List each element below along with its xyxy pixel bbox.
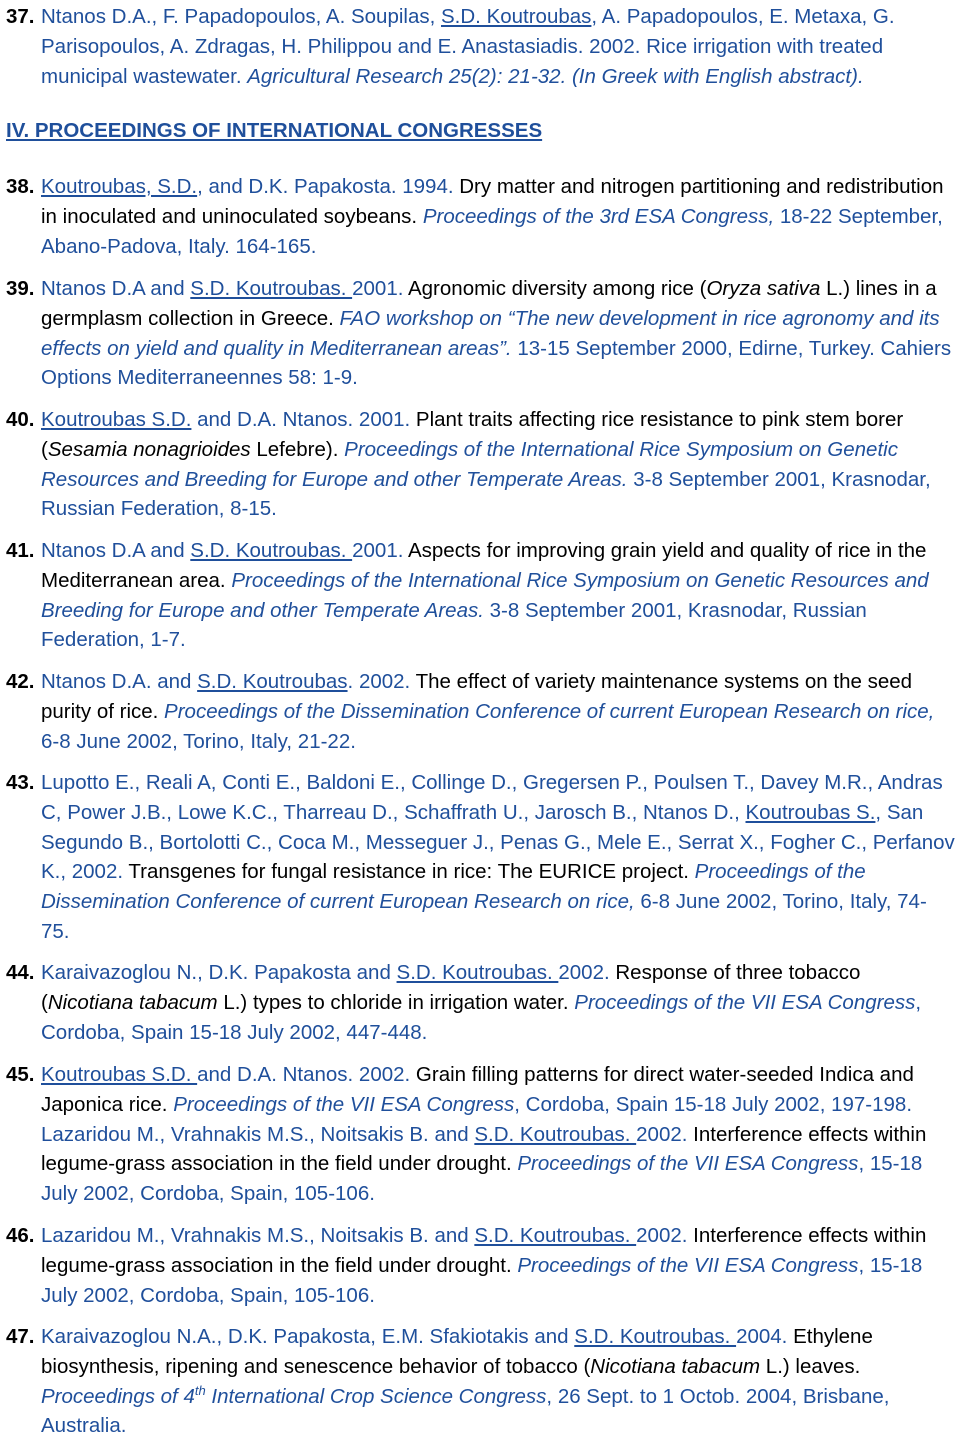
- author-highlight: S.D. Koutroubas: [197, 670, 348, 693]
- reference-44: [0, 958, 955, 1047]
- venue: 3-8 September 2001, Krasnodar, Russian Federation, 8-15.: [41, 467, 931, 521]
- species: Sesamia nonagrioides: [47, 437, 251, 461]
- reference-number: 45.: [6, 1063, 35, 1086]
- author-highlight: Koutroubas S.D.: [41, 408, 192, 431]
- proceedings: Proceedings of the VII ESA Congress: [517, 1253, 859, 1277]
- author-highlight: S.D. Koutroubas.: [474, 1224, 637, 1247]
- reference-41: [0, 536, 955, 655]
- reference-46: [0, 1221, 955, 1310]
- reference-number: 41.: [6, 539, 35, 562]
- proceedings: Proceedings of the 3rd ESA Congress,: [422, 204, 775, 228]
- authors: and D.A. Ntanos. 2002.: [197, 1063, 411, 1086]
- authors-2: Lazaridou M., Vrahnakis M.S., Noitsakis B. and: [41, 1122, 475, 1146]
- title: Plant traits affecting rice resistance to pink stem borer (: [41, 408, 904, 461]
- year: 2004.: [736, 1325, 788, 1348]
- venue: , 15-18 July 2002, Cordoba, Spain, 105-106.: [41, 1253, 923, 1307]
- proceedings-2: Proceedings of the VII ESA Congress: [517, 1152, 859, 1176]
- title-2: Interference effects within legume-grass association in the field under drought.: [41, 1122, 927, 1176]
- venue: 18-22 September, Abano-Padova, Italy. 164-165.: [41, 204, 943, 258]
- reference-number: 38.: [6, 175, 35, 198]
- venue: , Cordoba, Spain 15-18 July 2002, 447-448.: [41, 990, 922, 1044]
- year: 2001.: [352, 539, 404, 562]
- title: Response of three tobacco (: [41, 961, 861, 1014]
- superscript: th: [194, 1382, 206, 1398]
- venue: 6-8 June 2002, Torino, Italy, 21-22.: [41, 729, 356, 753]
- species: Nicotiana tabacum: [47, 990, 218, 1014]
- section-heading: IV. PROCEEDINGS OF INTERNATIONAL CONGRESSES: [6, 119, 543, 142]
- venue: 6-8 June 2002, Torino, Italy, 74-75.: [41, 890, 927, 943]
- reference-number: 42.: [6, 670, 35, 693]
- author-highlight: S.D. Koutroubas.: [190, 277, 353, 300]
- year: 2002.: [558, 961, 610, 984]
- authors: Ntanos D.A., F. Papadopoulos, A. Soupilas,: [41, 5, 441, 28]
- species: Oryza sativa: [706, 277, 821, 300]
- year: 2001.: [352, 277, 404, 300]
- proceedings-cont: International Crop Science Congress: [205, 1384, 547, 1408]
- reference-number: 37.: [6, 5, 35, 28]
- venue-2: , 15-18 July 2002, Cordoba, Spain, 105-106.: [41, 1152, 923, 1206]
- authors: Ntanos D.A and: [41, 277, 191, 300]
- proceedings: Proceedings of the International Rice Symposium on Genetic Resources and Breeding for Europe and other Temperate Areas.: [41, 437, 898, 491]
- author-highlight: Koutroubas S.D.: [41, 1063, 198, 1086]
- title: Aspects for improving grain yield and quality of rice in the Mediterranean area.: [41, 539, 927, 592]
- reference-40: [0, 405, 955, 524]
- author-highlight: S.D. Koutroubas: [441, 5, 592, 28]
- authors: Karaivazoglou N.A., D.K. Papakosta, E.M. Sfakiotakis and: [41, 1325, 575, 1348]
- title: Agronomic diversity among rice (: [403, 277, 707, 300]
- reference-43: [0, 768, 955, 947]
- authors: , and D.K. Papakosta. 1994.: [197, 175, 454, 198]
- title: The effect of variety maintenance systems on the seed purity of rice.: [41, 670, 913, 723]
- proceedings: Proceedings of 4: [41, 1384, 195, 1408]
- year-2: 2002.: [636, 1122, 688, 1146]
- authors: Lupotto E., Reali A, Conti E., Baldoni E., Collinge D., Gregersen P., Poulsen T., Davey M.R., Andras C, Power J.B., Lowe K.C., Tharreau D., Schaffrath U., Jarosch B., Ntanos D.,: [41, 771, 943, 824]
- authors: Karaivazoglou N., D.K. Papakosta and: [41, 961, 397, 984]
- author-highlight: S.D. Koutroubas.: [396, 961, 559, 984]
- author-highlight: S.D. Koutroubas.: [574, 1325, 737, 1348]
- proceedings: Proceedings of the Dissemination Conference of current European Research on rice,: [164, 699, 935, 723]
- proceedings: Proceedings of the Dissemination Conference of current European Research on rice,: [41, 860, 866, 914]
- venue: , 26 Sept. to 1 Octob. 2004, Brisbane, Australia.: [41, 1384, 890, 1438]
- authors: Ntanos D.A. and: [41, 670, 198, 693]
- authors: Ntanos D.A and: [41, 539, 191, 562]
- species: Nicotiana tabacum: [590, 1354, 761, 1378]
- reference-38: [0, 172, 955, 261]
- proceedings: Proceedings of the VII ESA Congress: [173, 1092, 515, 1116]
- title-cont: L.) lines in a germplasm collection in Greece.: [41, 277, 937, 330]
- author-highlight-2: S.D. Koutroubas.: [474, 1122, 637, 1146]
- reference-number: 43.: [6, 771, 35, 794]
- title: Ethylene biosynthesis, ripening and senescence behavior of tobacco (: [41, 1325, 873, 1378]
- venue: , Cordoba, Spain 15-18 July 2002, 197-198.: [514, 1092, 913, 1116]
- year: 2002.: [636, 1224, 688, 1247]
- authors-cont: , San Segundo B., Bortolotti C., Coca M., Messeguer J., Penas G., Mele E., Serrat X., Fogher C., Perfanov K., 2002.: [41, 800, 955, 884]
- title: Dry matter and nitrogen partitioning and redistribution in inoculated and uninoculated soybeans.: [41, 175, 944, 228]
- reference-number: 46.: [6, 1224, 35, 1247]
- title: Transgenes for fungal resistance in rice: The EURICE project.: [123, 860, 695, 884]
- venue: 3-8 September 2001, Krasnodar, Russian Federation, 1-7.: [41, 598, 867, 652]
- authors: Lazaridou M., Vrahnakis M.S., Noitsakis B. and: [41, 1224, 475, 1247]
- reference-number: 44.: [6, 961, 35, 984]
- reference-42: [0, 667, 955, 756]
- reference-number: 40.: [6, 408, 35, 431]
- reference-37: [0, 2, 955, 91]
- title-cont: L.) leaves.: [760, 1354, 861, 1378]
- reference-39: [0, 274, 955, 393]
- venue: 13-15 September 2000, Edirne, Turkey. Cahiers Options Mediterraneennes 58: 1-9.: [41, 336, 952, 390]
- proceedings: Proceedings of the International Rice Symposium on Genetic Resources and Breeding for Europe and other Temperate Areas.: [41, 568, 929, 622]
- journal: Agricultural Research 25(2): 21-32. (In Greek with English abstract).: [247, 64, 864, 88]
- title: , A. Papadopoulos, E. Metaxa, G. Parisopoulos, A. Zdragas, H. Philippou and E. Anastasiadis. 2002. Rice irrigation with treated municipal wastewater.: [41, 5, 895, 88]
- title-cont: L.) types to chloride in irrigation water.: [217, 990, 575, 1014]
- proceedings: FAO workshop on “The new development in rice agronomy and its effects on yield and quality in Mediterranean areas”.: [41, 306, 940, 360]
- title: Interference effects within legume-grass association in the field under drought.: [41, 1224, 927, 1277]
- reference-47: [0, 1322, 955, 1441]
- title-cont: Lefebre).: [250, 437, 345, 461]
- reference-number: 39.: [6, 277, 35, 300]
- authors: and D.A. Ntanos. 2001.: [191, 408, 411, 431]
- year: . 2002.: [347, 670, 411, 693]
- title: Grain filling patterns for direct water-seeded Indica and Japonica rice.: [41, 1063, 914, 1116]
- author-highlight: Koutroubas, S.D.: [41, 175, 198, 198]
- author-highlight: S.D. Koutroubas.: [190, 539, 353, 562]
- proceedings: Proceedings of the VII ESA Congress: [574, 990, 916, 1014]
- reference-number: 47.: [6, 1325, 35, 1348]
- reference-45: [0, 1060, 955, 1209]
- author-highlight: Koutroubas S.: [745, 800, 876, 824]
